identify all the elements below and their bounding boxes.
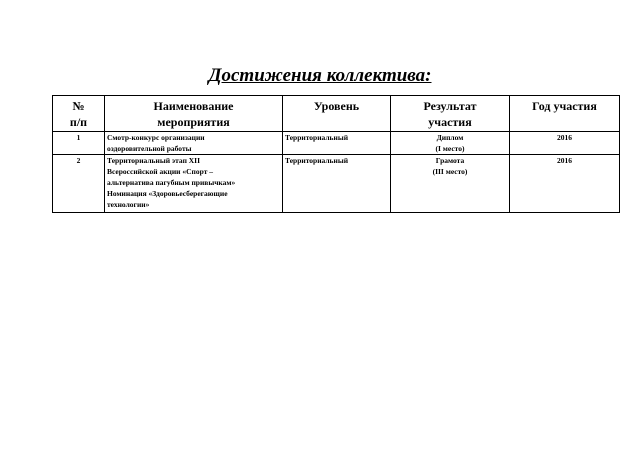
row-event-name-line: оздоровительной работы: [107, 144, 192, 153]
achievements-table: [52, 95, 620, 213]
row-result-line: Грамота: [435, 156, 465, 165]
header-event-name: [105, 96, 283, 132]
row-year: 2016: [510, 155, 620, 213]
row-result-line: Диплом: [436, 133, 464, 142]
table-row: [53, 132, 620, 155]
header-number: [53, 96, 105, 132]
header-level: [283, 96, 391, 132]
row-result: [391, 132, 510, 155]
row-result-line: (III место): [432, 167, 468, 176]
page-title: Достижения коллектива:: [208, 65, 432, 86]
row-year: 2016: [510, 132, 620, 155]
row-event-name-line: Номинация «Здоровьесберегающие: [107, 189, 228, 198]
row-number: 1: [53, 132, 105, 155]
table-header-row: [53, 96, 620, 132]
header-event-name-line1: Наименование: [153, 99, 234, 113]
row-level: Территориальный: [283, 132, 391, 155]
row-event-name-line: Всероссийской акции «Спорт –: [107, 167, 213, 176]
row-event-name-line: Смотр-конкурс организации: [107, 133, 205, 142]
row-event-name-line: альтернатива пагубным привычкам»: [107, 178, 236, 187]
row-event-name-line: технологии»: [107, 200, 150, 209]
header-number-line2: п/п: [69, 115, 88, 129]
row-event-name: [105, 132, 283, 155]
row-event-name-line: Территориальный этап XII: [107, 156, 201, 165]
row-level: Территориальный: [283, 155, 391, 213]
header-number-line1: №: [72, 99, 85, 113]
header-result: [391, 96, 510, 132]
row-event-name: [105, 155, 283, 213]
header-result-line1: Результат: [423, 99, 477, 113]
header-result-line2: участия: [428, 115, 472, 129]
header-event-name-line2: мероприятия: [157, 115, 230, 129]
row-result-line: (I место): [435, 144, 465, 153]
header-year: [510, 96, 620, 132]
row-result: [391, 155, 510, 213]
row-number: 2: [53, 155, 105, 213]
table-row: [53, 155, 620, 213]
header-year-label: Год участия: [532, 99, 597, 113]
header-level-label: Уровень: [313, 99, 360, 113]
